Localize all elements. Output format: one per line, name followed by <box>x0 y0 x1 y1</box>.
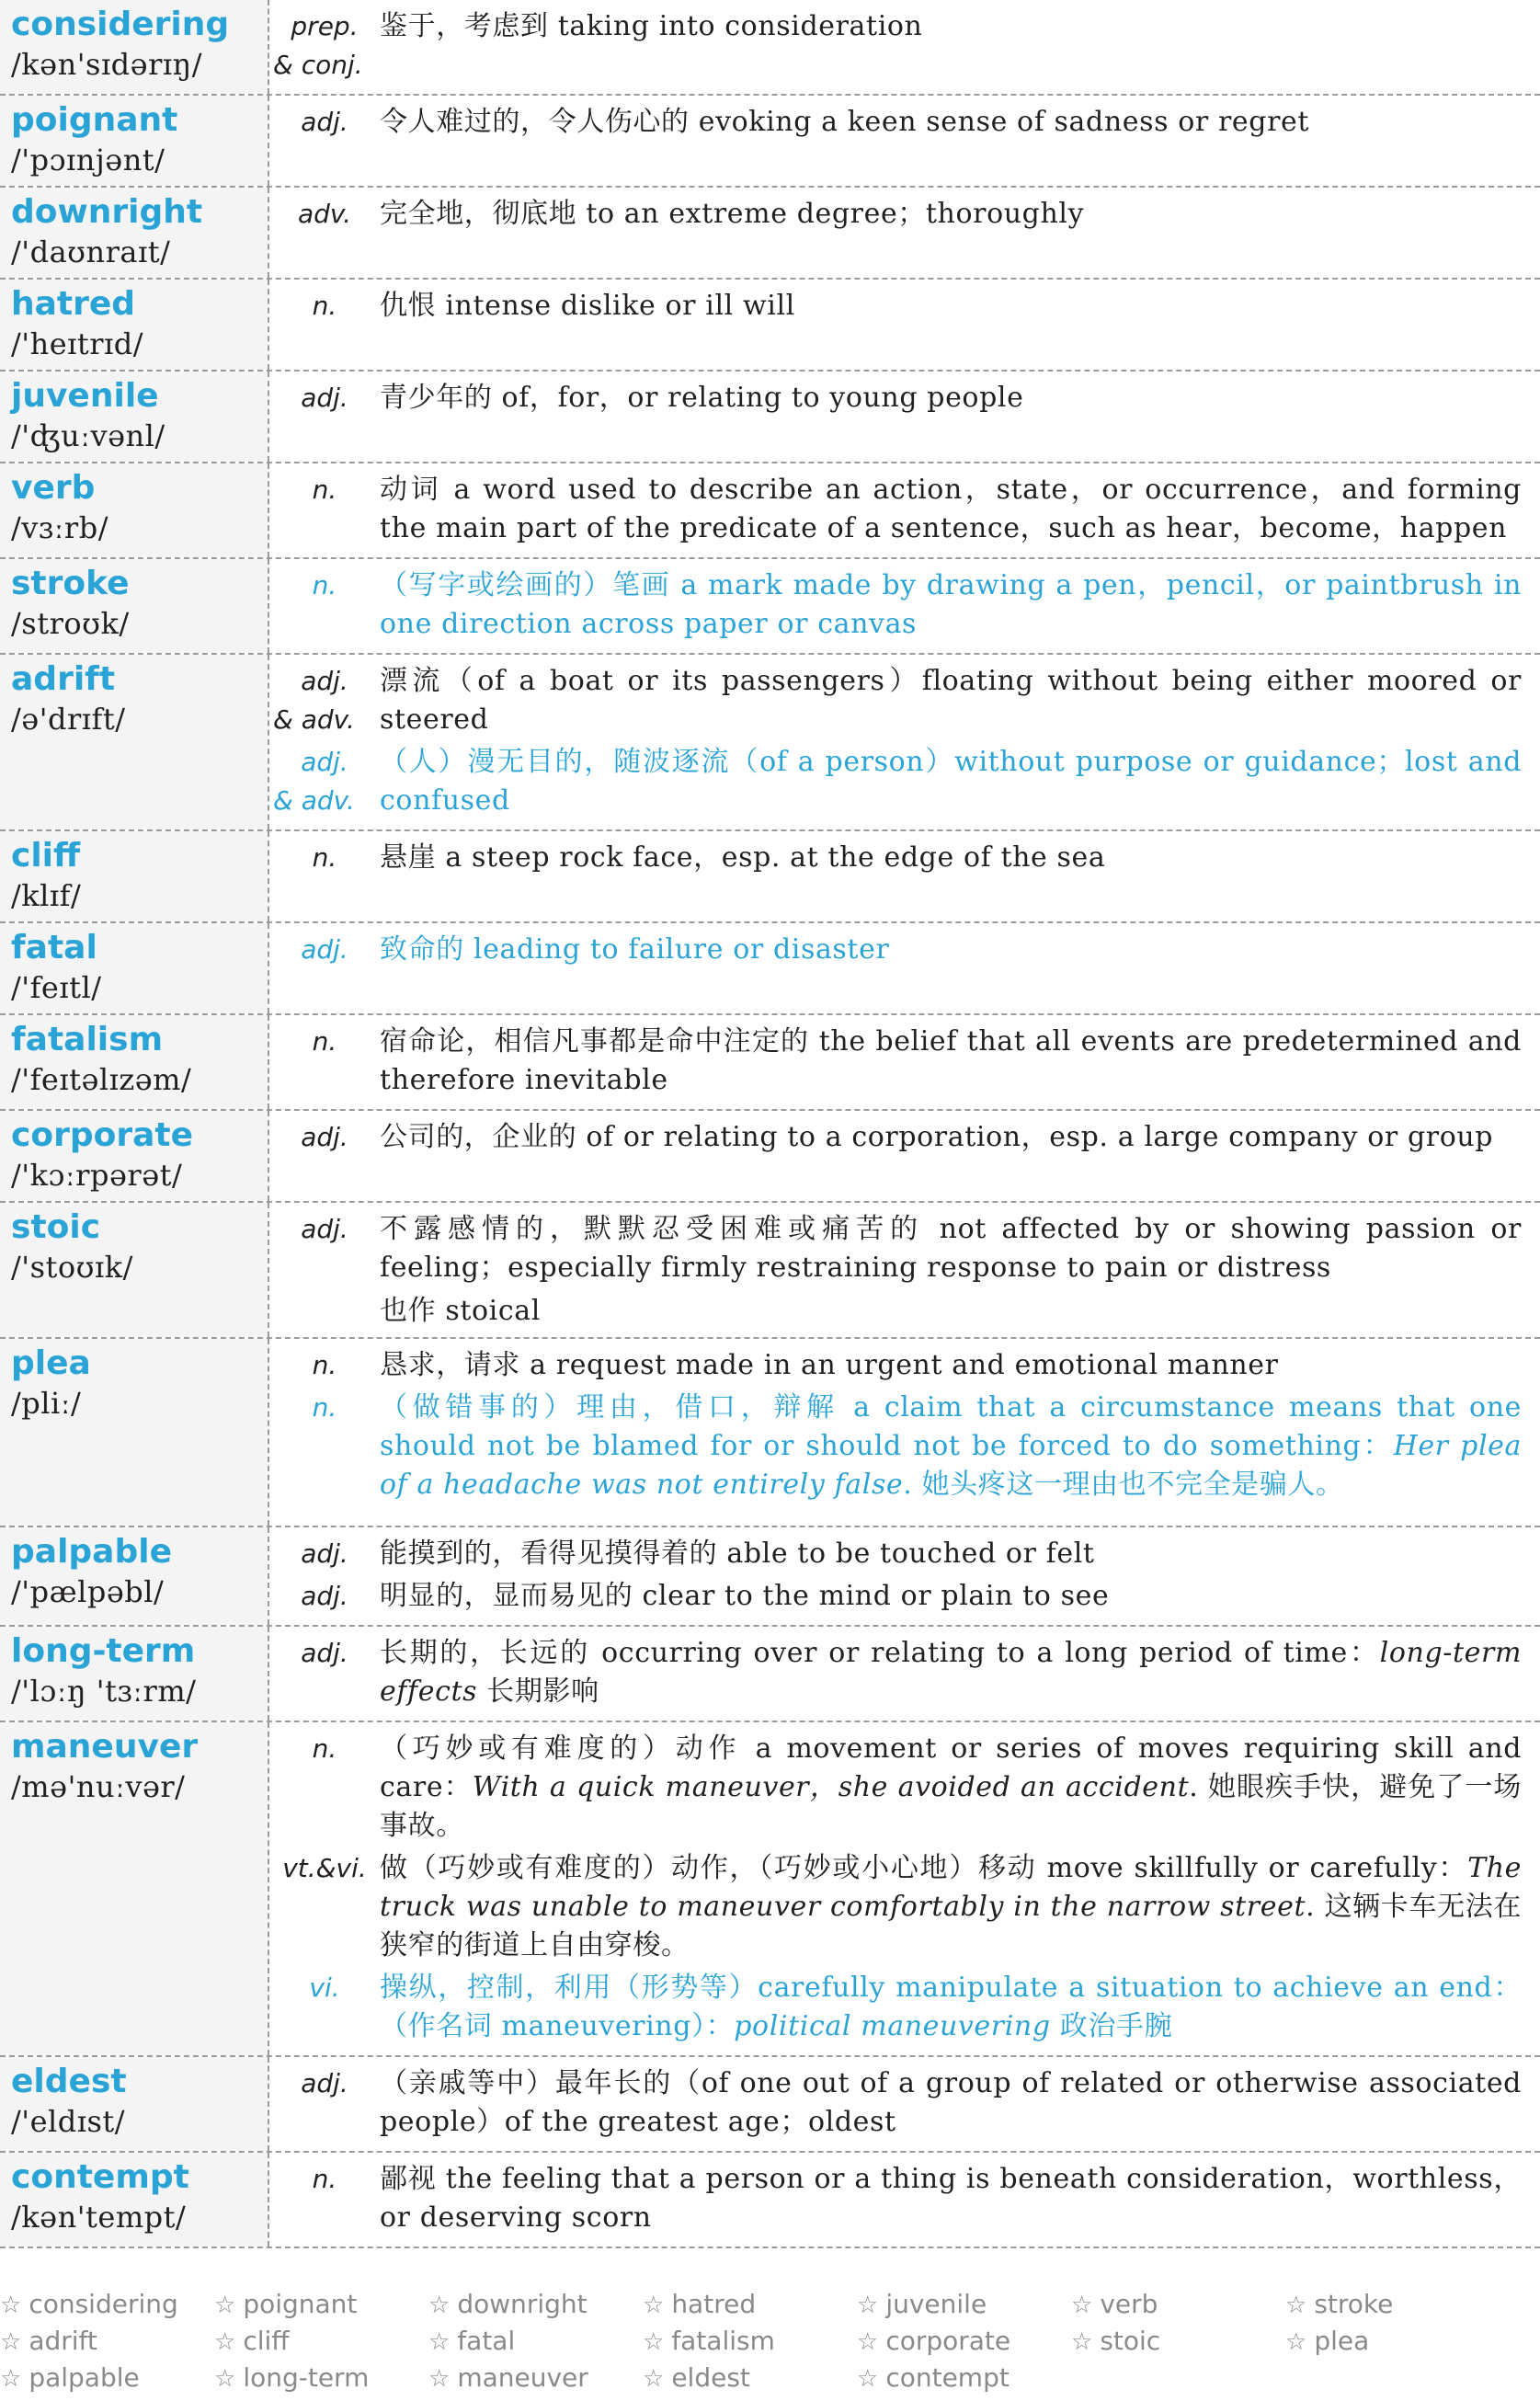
part-of-speech <box>269 743 380 820</box>
pos-label: n. <box>312 1026 337 1057</box>
review-word: corporate <box>885 2326 1011 2356</box>
review-word: contempt <box>885 2362 1010 2393</box>
review-item <box>0 2286 214 2323</box>
part-of-speech <box>269 839 380 877</box>
headword-cell <box>0 831 269 921</box>
headword-cell <box>0 1015 269 1109</box>
headword-cell <box>0 0 269 94</box>
part-of-speech <box>269 2064 380 2142</box>
headword: poignant <box>11 101 178 139</box>
review-word: verb <box>1100 2289 1158 2319</box>
entry-adrift <box>0 655 1540 831</box>
review-row <box>0 2286 1540 2323</box>
definition-text <box>380 1389 1522 1504</box>
sense <box>269 1389 1522 1504</box>
definition-cell <box>269 1527 1540 1625</box>
sense <box>269 662 1522 739</box>
review-row <box>0 2360 1540 2396</box>
variant-note: 也作 stoical <box>380 1295 541 1327</box>
headword-cell <box>0 923 269 1013</box>
sense <box>269 1535 1522 1573</box>
sense <box>269 1023 1522 1100</box>
headword: juvenile <box>11 377 159 415</box>
definition-cell <box>269 2057 1540 2151</box>
definition-text <box>380 379 1522 417</box>
definition-text <box>380 839 1522 877</box>
review-item <box>1285 2323 1500 2360</box>
review-item <box>214 2360 428 2396</box>
entry-fatal <box>0 923 1540 1015</box>
sense <box>269 103 1522 142</box>
phonetic: /'kɔːrpərət/ <box>11 1158 183 1193</box>
sense <box>269 1634 1522 1711</box>
definition-text <box>380 2064 1522 2142</box>
review-item <box>857 2286 1071 2323</box>
pos-label: adj. <box>301 107 348 137</box>
headword-cell <box>0 372 269 462</box>
definition-cell <box>269 831 1540 921</box>
star-icon: ☆ <box>214 2365 236 2393</box>
sense <box>269 931 1522 969</box>
headword-cell <box>0 1203 269 1337</box>
part-of-speech <box>269 471 380 548</box>
review-word: adrift <box>29 2326 97 2356</box>
headword: fatal <box>11 929 97 966</box>
headword: eldest <box>11 2063 127 2100</box>
headword: adrift <box>11 660 116 698</box>
part-of-speech <box>269 1535 380 1573</box>
headword: stoic <box>11 1208 101 1246</box>
phonetic: /'pɔɪnjənt/ <box>11 143 165 177</box>
phonetic: /ə'drɪft/ <box>11 702 126 737</box>
review-item <box>214 2286 428 2323</box>
headword: verb <box>11 469 96 507</box>
definition: （写字或绘画的）笔画 a mark made by drawing a pen，pencil，or paintbrush in one direction across paper or canvas <box>380 569 1522 640</box>
headword-cell <box>0 188 269 278</box>
review-word: palpable <box>29 2362 140 2393</box>
phonetic: /'feɪtəlɪzəm/ <box>11 1062 192 1097</box>
definition-cell <box>269 1339 1540 1526</box>
definition-cell <box>269 96 1540 186</box>
sense <box>269 1346 1522 1385</box>
sense <box>269 1969 1522 2046</box>
example-sentence: Her plea of a headache was not entirely false <box>380 1430 1522 1501</box>
review-word: long-term <box>243 2362 370 2393</box>
definition-cell <box>269 1627 1540 1721</box>
headword: downright <box>11 193 203 231</box>
pos-label: vi. <box>309 1972 340 2003</box>
review-item <box>0 2323 214 2360</box>
headword-cell <box>0 463 269 557</box>
definition: 长期的，长远的 occurring over or relating to a long period of time： <box>380 1637 1380 1669</box>
definition-cell <box>269 655 1540 829</box>
pos-label-secondary: & adv. <box>273 785 355 816</box>
pos-label: n. <box>312 570 337 600</box>
definition: 漂流（of a boat or its passengers）floating without being either moored or steered <box>380 665 1522 736</box>
headword: stroke <box>11 565 130 602</box>
definition: 完全地，彻底地 to an extreme degree；thoroughly <box>380 198 1085 230</box>
part-of-speech <box>269 1023 380 1100</box>
review-word: eldest <box>671 2362 750 2393</box>
definition: 明显的，显而易见的 clear to the mind or plain to see <box>380 1580 1110 1612</box>
definition: 仇恨 intense dislike or ill will <box>380 290 795 322</box>
part-of-speech <box>269 1389 380 1504</box>
part-of-speech <box>269 7 380 85</box>
star-icon: ☆ <box>857 2328 879 2356</box>
review-row <box>0 2323 1540 2360</box>
definition-text <box>380 1118 1522 1157</box>
review-item <box>428 2323 643 2360</box>
headword: contempt <box>11 2158 189 2196</box>
definition-cell <box>269 463 1540 557</box>
example-sentence: long-term effects <box>380 1637 1522 1708</box>
headword: fatalism <box>11 1021 164 1058</box>
definition-cell <box>269 0 1540 94</box>
example-sentence: political maneuvering <box>734 2010 1051 2042</box>
phonetic: /'heɪtrɪd/ <box>11 326 144 361</box>
star-icon: ☆ <box>1071 2328 1093 2356</box>
pos-label: n. <box>312 1392 337 1423</box>
definition-text <box>380 931 1522 969</box>
entry-hatred <box>0 280 1540 372</box>
entry-stroke <box>0 559 1540 655</box>
definition: 公司的，企业的 of or relating to a corporation，esp. a large company or group <box>380 1121 1494 1153</box>
definition-cell <box>269 1015 1540 1109</box>
part-of-speech <box>269 103 380 142</box>
entry-maneuver <box>0 1722 1540 2057</box>
review-item <box>1285 2286 1500 2323</box>
sense <box>269 1210 1522 1287</box>
review-word: maneuver <box>457 2362 588 2393</box>
sense <box>269 566 1522 644</box>
review-item <box>428 2360 643 2396</box>
star-icon: ☆ <box>214 2328 236 2356</box>
headword: plea <box>11 1344 91 1382</box>
definition-text <box>380 1210 1522 1287</box>
pos-label: adj. <box>301 1581 348 1611</box>
definition: 不露感情的，默默忍受困难或痛苦的 not affected by or showing passion or feeling；especially firmly restraining response to pain or distress <box>380 1213 1522 1284</box>
example-translation: . 这辆卡车无法在狭窄的街道上自由穿梭。 <box>380 1891 1522 1961</box>
entry-stoic <box>0 1203 1540 1339</box>
review-word: stoic <box>1100 2326 1161 2356</box>
definition-cell <box>269 280 1540 370</box>
definition-cell <box>269 1203 1540 1337</box>
pos-label: prep. <box>291 11 359 41</box>
definition-cell <box>269 188 1540 278</box>
definition: 青少年的 of，for，or relating to young people <box>380 382 1024 414</box>
definition: 令人难过的，令人伤心的 evoking a keen sense of sadness or regret <box>380 106 1310 138</box>
star-icon: ☆ <box>0 2292 22 2319</box>
definition-cell <box>269 2153 1540 2247</box>
definition-cell <box>269 1111 1540 1201</box>
star-icon: ☆ <box>0 2328 22 2356</box>
review-word: considering <box>29 2289 178 2319</box>
definition: 鉴于，考虑到 taking into consideration <box>380 10 923 42</box>
sense <box>269 1849 1522 1965</box>
star-icon: ☆ <box>214 2292 236 2319</box>
pos-label: adj. <box>301 1538 348 1569</box>
sense <box>269 743 1522 820</box>
review-word: poignant <box>243 2289 358 2319</box>
review-word: plea <box>1314 2326 1370 2356</box>
star-icon: ☆ <box>1285 2328 1307 2356</box>
headword: considering <box>11 6 230 43</box>
pos-label: adv. <box>297 199 352 229</box>
pos-label-secondary: & adv. <box>273 704 355 735</box>
headword-cell <box>0 1527 269 1625</box>
pos-label: n. <box>312 1733 337 1764</box>
part-of-speech <box>269 1210 380 1287</box>
review-item <box>857 2360 1071 2396</box>
definition-text <box>380 566 1522 644</box>
headword: palpable <box>11 1533 172 1571</box>
review-item <box>643 2360 857 2396</box>
review-word: fatal <box>457 2326 516 2356</box>
review-word: hatred <box>671 2289 757 2319</box>
part-of-speech <box>269 287 380 326</box>
pos-label: n. <box>312 842 337 873</box>
headword-cell <box>0 2057 269 2151</box>
sense <box>269 2064 1522 2142</box>
headword: long-term <box>11 1632 196 1670</box>
phonetic: /'daʊnraɪt/ <box>11 234 171 269</box>
pos-label: vt.&vi. <box>282 1853 367 1883</box>
phonetic: /stroʊk/ <box>11 606 130 641</box>
definition: 动词 a word used to describe an action，state，or occurrence，and forming the main part of the predicate of a sentence，such as hear，become，happen <box>380 474 1522 544</box>
star-icon: ☆ <box>857 2365 879 2393</box>
entry-fatalism <box>0 1015 1540 1111</box>
review-word: stroke <box>1314 2289 1394 2319</box>
example-translation: 长期影响 <box>477 1675 599 1708</box>
sense <box>269 1118 1522 1157</box>
sense <box>269 471 1522 548</box>
example-translation: 政治手腕 <box>1050 2010 1173 2042</box>
star-icon: ☆ <box>428 2292 451 2319</box>
pos-label-secondary: & conj. <box>273 50 363 80</box>
definition-cell <box>269 923 1540 1013</box>
definition: （巧妙或有难度的）动作 a movement or series of moves requiring skill and care： <box>380 1732 1522 1803</box>
definition-cell <box>269 559 1540 653</box>
star-icon: ☆ <box>643 2365 665 2393</box>
pos-label: adj. <box>301 2068 348 2098</box>
entry-poignant <box>0 96 1540 188</box>
review-word: downright <box>457 2289 587 2319</box>
definition: 做（巧妙或有难度的）动作，（巧妙或小心地）移动 move skillfully or carefully： <box>380 1852 1468 1884</box>
pos-label: adj. <box>301 747 348 777</box>
definition: 恳求，请求 a request made in an urgent and emotional manner <box>380 1349 1279 1381</box>
phonetic: /kən'sɪdərɪŋ/ <box>11 47 203 82</box>
headword-cell <box>0 2153 269 2247</box>
phonetic: /pliː/ <box>11 1386 82 1421</box>
headword-cell <box>0 1627 269 1721</box>
part-of-speech <box>269 566 380 644</box>
definition-cell <box>269 372 1540 462</box>
definition-cell <box>269 1722 1540 2055</box>
definition-text <box>380 1634 1522 1711</box>
definition-text <box>380 2160 1522 2237</box>
phonetic: /'ʤuːvənl/ <box>11 418 165 453</box>
definition: 宿命论，相信凡事都是命中注定的 the belief that all events are predetermined and therefore inevitable <box>380 1025 1522 1096</box>
pos-label: adj. <box>301 1638 348 1668</box>
headword-cell <box>0 559 269 653</box>
star-icon: ☆ <box>428 2328 451 2356</box>
entry-long-term <box>0 1627 1540 1722</box>
sense <box>269 287 1522 326</box>
definition-text <box>380 7 1522 85</box>
definition: （亲戚等中）最年长的（of one out of a group of related or otherwise associated people）of the greatest age；oldest <box>380 2067 1522 2138</box>
entry-plea <box>0 1339 1540 1527</box>
sense <box>269 2160 1522 2237</box>
entry-palpable <box>0 1527 1540 1627</box>
part-of-speech <box>269 1730 380 1846</box>
star-icon: ☆ <box>643 2328 665 2356</box>
phonetic: /kən'tempt/ <box>11 2200 187 2235</box>
definition: 悬崖 a steep rock face，esp. at the edge of the sea <box>380 841 1106 874</box>
definition: 能摸到的，看得见摸得着的 able to be touched or felt <box>380 1538 1095 1570</box>
part-of-speech <box>269 1118 380 1157</box>
definition: 操纵，控制，利用（形势等）carefully manipulate a situation to achieve an end：（作名词 maneuvering）： <box>380 1972 1522 2042</box>
definition-text <box>380 1730 1522 1846</box>
phonetic: /mə'nuːvər/ <box>11 1769 186 1804</box>
headword-cell <box>0 96 269 186</box>
review-word: juvenile <box>885 2289 987 2319</box>
definition-text <box>380 471 1522 548</box>
example-translation: . 她眼疾手快，避免了一场事故。 <box>380 1771 1522 1842</box>
pos-label: adj. <box>301 934 348 965</box>
part-of-speech <box>269 662 380 739</box>
example-translation: . 她头疼这一理由也不完全是骗人。 <box>903 1469 1344 1501</box>
definition-text <box>380 1535 1522 1573</box>
review-item <box>1071 2286 1285 2323</box>
review-item <box>643 2286 857 2323</box>
review-item <box>0 2360 214 2396</box>
definition-text <box>380 743 1522 820</box>
sense <box>269 7 1522 85</box>
review-item <box>643 2323 857 2360</box>
entry-cliff <box>0 831 1540 923</box>
headword-cell <box>0 655 269 829</box>
part-of-speech <box>269 931 380 969</box>
phonetic: /'eldɪst/ <box>11 2104 126 2139</box>
pos-label: adj. <box>301 666 348 696</box>
definition-text <box>380 1346 1522 1385</box>
sense <box>269 839 1522 877</box>
entry-considering <box>0 0 1540 96</box>
phonetic: /klɪf/ <box>11 878 82 913</box>
part-of-speech <box>269 2160 380 2237</box>
definition-text <box>380 662 1522 739</box>
sense <box>269 195 1522 234</box>
star-icon: ☆ <box>1071 2292 1093 2319</box>
headword: corporate <box>11 1116 193 1154</box>
part-of-speech <box>269 1346 380 1385</box>
phonetic: /'lɔːŋ 'tɜːrm/ <box>11 1674 197 1709</box>
definition-text <box>380 195 1522 234</box>
example-sentence: The truck was unable to maneuver comfortably in the narrow street <box>380 1852 1522 1923</box>
pos-label: adj. <box>301 383 348 413</box>
star-icon: ☆ <box>1285 2292 1307 2319</box>
entry-corporate <box>0 1111 1540 1203</box>
headword-cell <box>0 1722 269 2055</box>
headword-cell <box>0 280 269 370</box>
review-word: cliff <box>243 2326 290 2356</box>
pos-label: n. <box>312 291 337 321</box>
definition: 致命的 leading to failure or disaster <box>380 933 890 966</box>
headword-cell <box>0 1111 269 1201</box>
sense <box>269 379 1522 417</box>
entry-downright <box>0 188 1540 280</box>
pos-label: n. <box>312 1350 337 1380</box>
review-item <box>214 2323 428 2360</box>
phonetic: /'feɪtl/ <box>11 970 102 1005</box>
review-word-grid <box>0 2286 1540 2396</box>
sense <box>269 1577 1522 1616</box>
pos-label: n. <box>312 2164 337 2194</box>
part-of-speech <box>269 1577 380 1616</box>
entry-juvenile <box>0 372 1540 463</box>
part-of-speech <box>269 379 380 417</box>
definition-text <box>380 1849 1522 1965</box>
review-item <box>857 2323 1071 2360</box>
definition: （做错事的）理由，借口，辩解 a claim that a circumstance means that one should not be blamed for or should not be forced to do something： <box>380 1391 1522 1462</box>
headword: maneuver <box>11 1728 199 1766</box>
pos-label: n. <box>312 474 337 505</box>
phonetic: /'stoʊɪk/ <box>11 1250 133 1285</box>
definition-text <box>380 1969 1522 2046</box>
entry-verb <box>0 463 1540 559</box>
phonetic: /vɜːrb/ <box>11 510 108 545</box>
definition: （人）漫无目的，随波逐流（of a person）without purpose or guidance；lost and confused <box>380 746 1522 817</box>
definition-text <box>380 1023 1522 1100</box>
part-of-speech <box>269 1849 380 1965</box>
part-of-speech <box>269 195 380 234</box>
definition: 鄙视 the feeling that a person or a thing is beneath consideration，worthless，or deserving scorn <box>380 2163 1522 2234</box>
star-icon: ☆ <box>0 2365 22 2393</box>
headword: hatred <box>11 285 136 323</box>
definition-text <box>380 103 1522 142</box>
review-item <box>428 2286 643 2323</box>
definition-text <box>380 287 1522 326</box>
sense <box>269 1730 1522 1846</box>
star-icon: ☆ <box>428 2365 451 2393</box>
headword: cliff <box>11 837 81 875</box>
part-of-speech <box>269 1969 380 2046</box>
star-icon: ☆ <box>643 2292 665 2319</box>
phonetic: /'pælpəbl/ <box>11 1574 165 1609</box>
review-item <box>1071 2323 1285 2360</box>
entry-contempt <box>0 2153 1540 2248</box>
part-of-speech <box>269 1634 380 1711</box>
review-word: fatalism <box>671 2326 775 2356</box>
definition-text <box>380 1577 1522 1616</box>
star-icon: ☆ <box>857 2292 879 2319</box>
pos-label: adj. <box>301 1122 348 1152</box>
example-sentence: With a quick maneuver，she avoided an accident <box>472 1771 1190 1803</box>
pos-label: adj. <box>301 1214 348 1244</box>
headword-cell <box>0 1339 269 1526</box>
entry-eldest <box>0 2057 1540 2153</box>
